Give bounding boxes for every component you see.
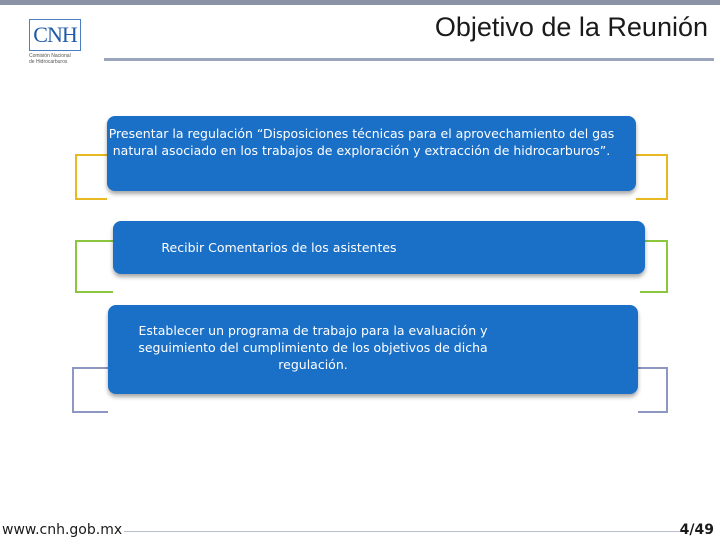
footer-divider <box>124 531 682 532</box>
objective-box-2 <box>113 221 645 274</box>
page-number: 4/49 <box>679 522 714 538</box>
objective-text-3: Establecer un programa de trabajo para la evaluación y seguimiento del cumplimiento de los objetivos de dicha regulación. <box>138 323 488 372</box>
cnh-logo <box>29 19 89 69</box>
objective-text-2: Recibir Comentarios de los asistentes <box>161 240 397 255</box>
title-divider <box>104 58 714 61</box>
objective-box-1 <box>107 116 636 191</box>
footer-url: www.cnh.gob.mx <box>2 522 123 538</box>
objective-2-bracket-left <box>75 240 113 293</box>
logo-caption: Comisión Nacional de Hidrocarburos <box>29 53 71 65</box>
objective-3-bracket-right <box>638 367 668 413</box>
logo-mark: CNH <box>29 19 81 51</box>
top-bar <box>0 0 720 5</box>
objective-box-3 <box>108 305 638 394</box>
page-title: Objetivo de la Reunión <box>434 12 708 42</box>
objective-text-1: Presentar la regulación “Disposiciones técnicas para el aprovechamiento del gas natural asociado en los trabajos de exploración y extracción de hidrocarburos”. <box>108 126 615 158</box>
objective-3-bracket-left <box>72 367 108 413</box>
objective-1-bracket-right <box>636 154 668 200</box>
objective-1-bracket-left <box>75 154 107 200</box>
